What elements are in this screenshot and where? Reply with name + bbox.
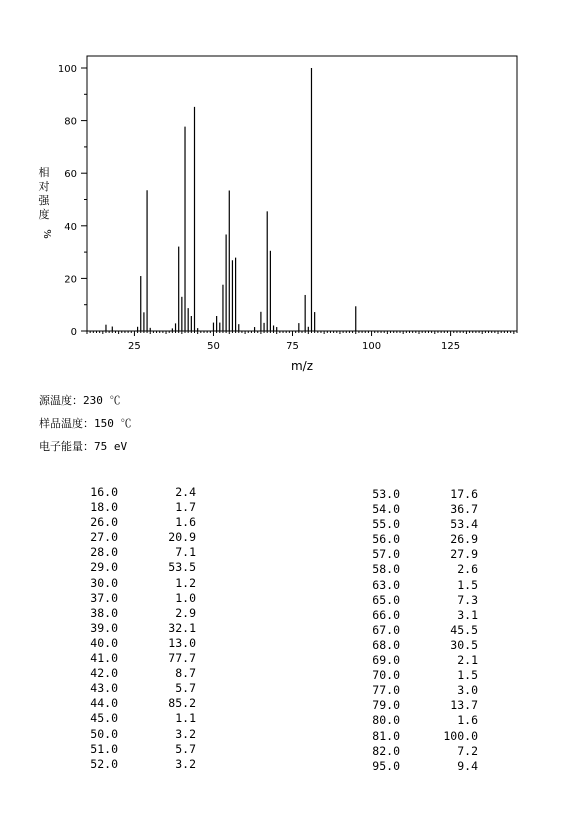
- mz-value: 30.0: [90, 575, 118, 590]
- electron-energy: 电子能量：75 eV: [39, 440, 128, 453]
- relative-abundance-value: 1.0: [175, 590, 196, 605]
- mz-value: 79.0: [372, 698, 400, 713]
- mz-value: 69.0: [372, 653, 400, 668]
- table-row: [78, 681, 196, 696]
- table-row: [78, 636, 196, 651]
- mz-value: 44.0: [90, 696, 118, 711]
- mz-value: 77.0: [372, 683, 400, 698]
- table-row: [360, 668, 478, 683]
- mz-value: 29.0: [90, 560, 118, 575]
- relative-abundance-value: 13.0: [168, 635, 196, 650]
- x-tick-label: 100: [362, 341, 382, 352]
- relative-abundance-value: 3.1: [457, 607, 478, 622]
- mz-value: 52.0: [90, 756, 118, 771]
- mz-value: 51.0: [90, 741, 118, 756]
- relative-abundance-value: 2.6: [457, 562, 478, 577]
- relative-abundance-value: 13.7: [450, 698, 478, 713]
- mz-value: 26.0: [90, 515, 118, 530]
- mz-value: 16.0: [90, 485, 118, 499]
- table-row: [360, 578, 478, 593]
- x-tick-label: 50: [207, 341, 220, 352]
- mz-value: 63.0: [372, 577, 400, 592]
- relative-abundance-value: 32.1: [168, 620, 196, 635]
- y-axis-title-char: 度: [38, 208, 50, 221]
- mass-spectrum-chart: [0, 0, 570, 380]
- relative-abundance-value: 53.4: [450, 517, 478, 532]
- mz-value: 39.0: [90, 620, 118, 635]
- x-tick-label: 75: [286, 341, 299, 352]
- y-axis-title-char: 对: [38, 180, 50, 193]
- table-row: [360, 638, 478, 653]
- mz-value: 37.0: [90, 590, 118, 605]
- y-axis-unit: %: [41, 229, 52, 239]
- mz-value: 55.0: [372, 517, 400, 532]
- mz-value: 95.0: [372, 758, 400, 773]
- table-row: [360, 593, 478, 608]
- relative-abundance-value: 1.2: [175, 575, 196, 590]
- relative-abundance-value: 2.1: [457, 653, 478, 668]
- relative-abundance-value: 3.0: [457, 683, 478, 698]
- y-axis-title-char: 强: [38, 194, 50, 207]
- relative-abundance-value: 36.7: [450, 502, 478, 517]
- mz-value: 67.0: [372, 622, 400, 637]
- table-row: [78, 576, 196, 591]
- mz-value: 43.0: [90, 681, 118, 696]
- peak-table-left: [78, 485, 196, 772]
- mz-value: 57.0: [372, 547, 400, 562]
- table-row: [360, 698, 478, 713]
- y-tick-label: 80: [64, 116, 77, 128]
- table-row: [78, 727, 196, 742]
- table-row: [78, 711, 196, 726]
- y-axis-title-char: 相: [38, 166, 50, 179]
- table-row: [78, 606, 196, 621]
- table-row: [360, 744, 478, 759]
- table-row: [78, 621, 196, 636]
- relative-abundance-value: 2.9: [175, 605, 196, 620]
- relative-abundance-value: 27.9: [450, 547, 478, 562]
- plot-frame: [87, 56, 517, 331]
- mz-value: 18.0: [90, 500, 118, 515]
- mz-value: 66.0: [372, 607, 400, 622]
- relative-abundance-value: 26.9: [450, 532, 478, 547]
- mz-value: 56.0: [372, 532, 400, 547]
- table-row: [360, 547, 478, 562]
- relative-abundance-value: 100.0: [443, 728, 478, 743]
- y-tick-label: 0: [70, 327, 77, 338]
- mz-value: 28.0: [90, 545, 118, 560]
- mz-value: 42.0: [90, 666, 118, 681]
- relative-abundance-value: 5.7: [175, 681, 196, 696]
- table-row: [360, 532, 478, 547]
- table-row: [360, 653, 478, 668]
- relative-abundance-value: 30.5: [450, 637, 478, 652]
- table-row: [360, 502, 478, 517]
- relative-abundance-value: 9.4: [457, 758, 478, 773]
- mz-value: 82.0: [372, 743, 400, 758]
- peak-table-right: [360, 487, 478, 774]
- mz-value: 50.0: [90, 726, 118, 741]
- relative-abundance-value: 1.1: [175, 711, 196, 726]
- table-row: [78, 666, 196, 681]
- y-tick-label: 60: [64, 169, 77, 181]
- relative-abundance-value: 7.1: [175, 545, 196, 560]
- mz-value: 38.0: [90, 605, 118, 620]
- table-row: [78, 485, 196, 500]
- table-row: [78, 591, 196, 606]
- relative-abundance-value: 5.7: [175, 741, 196, 756]
- table-row: [78, 515, 196, 530]
- table-row: [360, 608, 478, 623]
- mz-value: 40.0: [90, 635, 118, 650]
- mz-value: 41.0: [90, 651, 118, 666]
- relative-abundance-value: 53.5: [168, 560, 196, 575]
- table-row: [360, 623, 478, 638]
- mz-value: 45.0: [90, 711, 118, 726]
- relative-abundance-value: 3.2: [175, 756, 196, 771]
- table-row: [78, 651, 196, 666]
- x-tick-label: 25: [128, 341, 141, 352]
- mz-value: 65.0: [372, 592, 400, 607]
- table-row: [78, 500, 196, 515]
- relative-abundance-value: 20.9: [168, 530, 196, 545]
- y-tick-label: 40: [64, 221, 77, 233]
- table-row: [78, 696, 196, 711]
- relative-abundance-value: 1.7: [175, 500, 196, 515]
- relative-abundance-value: 8.7: [175, 666, 196, 681]
- relative-abundance-value: 17.6: [450, 487, 478, 501]
- x-axis-title: m/z: [290, 359, 314, 373]
- y-tick-label: 100: [57, 64, 77, 75]
- mz-value: 58.0: [372, 562, 400, 577]
- relative-abundance-value: 3.2: [175, 726, 196, 741]
- table-row: [360, 517, 478, 532]
- table-row: [360, 713, 478, 728]
- relative-abundance-value: 45.5: [450, 622, 478, 637]
- mz-value: 68.0: [372, 637, 400, 652]
- mz-value: 70.0: [372, 668, 400, 683]
- y-tick-label: 20: [64, 274, 77, 286]
- relative-abundance-value: 1.5: [457, 577, 478, 592]
- relative-abundance-value: 1.6: [457, 713, 478, 728]
- table-row: [78, 545, 196, 560]
- table-row: [360, 562, 478, 577]
- mz-value: 80.0: [372, 713, 400, 728]
- table-row: [360, 729, 478, 744]
- mz-value: 81.0: [372, 728, 400, 743]
- table-row: [78, 742, 196, 757]
- table-row: [78, 560, 196, 575]
- mz-value: 54.0: [372, 502, 400, 517]
- table-row: [360, 759, 478, 774]
- table-row: [360, 487, 478, 502]
- table-row: [360, 683, 478, 698]
- relative-abundance-value: 85.2: [168, 696, 196, 711]
- relative-abundance-value: 77.7: [168, 651, 196, 666]
- relative-abundance-value: 2.4: [175, 485, 196, 499]
- relative-abundance-value: 1.6: [175, 515, 196, 530]
- relative-abundance-value: 1.5: [457, 668, 478, 683]
- relative-abundance-value: 7.3: [457, 592, 478, 607]
- sample-temperature: 样品温度：150 ℃: [39, 417, 132, 430]
- relative-abundance-value: 7.2: [457, 743, 478, 758]
- mz-value: 27.0: [90, 530, 118, 545]
- x-tick-label: 125: [441, 341, 461, 352]
- mz-value: 53.0: [372, 487, 400, 501]
- table-row: [78, 757, 196, 772]
- source-temperature: 源温度：230 ℃: [39, 394, 121, 407]
- table-row: [78, 530, 196, 545]
